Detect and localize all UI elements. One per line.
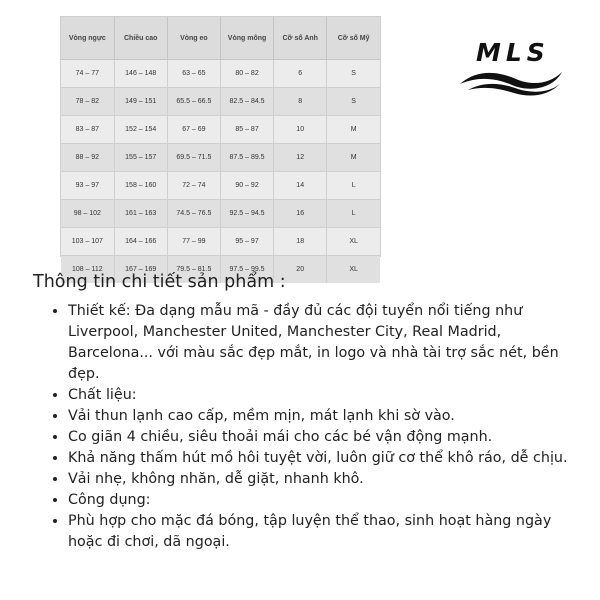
cell-us-size: S [327,60,380,88]
list-item: • Vải thun lạnh cao cấp, mềm mịn, mát lạnh khi sờ vào. [68,406,588,427]
cell-us-size: M [327,116,380,144]
cell-chest: 103 – 107 [61,228,114,256]
cell-us-size: M [327,144,380,172]
cell-us-size: XL [327,256,380,284]
cell-uk-size: 14 [274,172,327,200]
header-height: Chiều cao [114,17,167,60]
cell-us-size: XL [327,228,380,256]
cell-height: 152 – 154 [114,116,167,144]
cell-chest: 74 – 77 [61,60,114,88]
cell-waist: 79.5 – 81.5 [167,256,220,284]
cell-hip: 85 – 87 [220,116,273,144]
table-row [61,172,380,200]
cell-hip: 90 – 92 [220,172,273,200]
cell-waist: 72 – 74 [167,172,220,200]
header-chest: Vòng ngực [61,17,114,60]
cell-height: 161 – 163 [114,200,167,228]
cell-uk-size: 8 [274,88,327,116]
size-chart-table [61,17,380,283]
cell-hip: 97.5 – 99.5 [220,256,273,284]
list-item: • Khả năng thấm hút mồ hôi tuyệt vời, luôn giữ cơ thể khô ráo, dễ chịu. [68,448,588,469]
cell-height: 155 – 157 [114,144,167,172]
cell-hip: 82.5 – 84.5 [220,88,273,116]
cell-hip: 95 – 97 [220,228,273,256]
list-item: • Vải nhẹ, không nhăn, dễ giặt, nhanh khô. [68,469,588,490]
cell-chest: 93 – 97 [61,172,114,200]
product-details-heading: Thông tin chi tiết sản phẩm : [33,272,286,292]
cell-hip: 80 – 82 [220,60,273,88]
cell-waist: 77 – 99 [167,228,220,256]
cell-chest: 83 – 87 [61,116,114,144]
cell-uk-size: 10 [274,116,327,144]
cell-height: 158 – 160 [114,172,167,200]
table-row [61,60,380,88]
cell-us-size: L [327,172,380,200]
cell-chest: 98 – 102 [61,200,114,228]
cell-us-size: L [327,200,380,228]
cell-uk-size: 12 [274,144,327,172]
table-row [61,116,380,144]
list-item: • Thiết kế: Đa dạng mẫu mã - đầy đủ các đội tuyển nổi tiếng như Liverpool, Manchester United, Manchester City, Real Madrid, Barcelona... với màu sắc đẹp mắt, in logo và nhà tài trợ sắc nét, bền đẹp. [68,301,588,385]
cell-chest: 108 – 112 [61,256,114,284]
list-item: • Công dụng: [68,490,588,511]
size-chart-header-row [61,17,380,60]
cell-waist: 69.5 – 71.5 [167,144,220,172]
cell-waist: 67 – 69 [167,116,220,144]
list-item: • Co giãn 4 chiều, siêu thoải mái cho các bé vận động mạnh. [68,427,588,448]
brand-name: MLS [476,38,550,67]
cell-height: 167 – 169 [114,256,167,284]
header-uk-size: Cỡ số Anh [274,17,327,60]
table-row [61,200,380,228]
product-details [33,272,588,553]
cell-waist: 63 – 65 [167,60,220,88]
brand-logo [456,36,566,96]
cell-chest: 78 – 82 [61,88,114,116]
header-us-size: Cỡ số Mỹ [327,17,380,60]
cell-us-size: S [327,88,380,116]
cell-chest: 88 – 92 [61,144,114,172]
table-row [61,88,380,116]
cell-uk-size: 20 [274,256,327,284]
swoosh-icon [456,62,566,96]
cell-height: 164 – 166 [114,228,167,256]
table-row [61,228,380,256]
table-row [61,144,380,172]
cell-uk-size: 6 [274,60,327,88]
size-chart-image [60,16,381,273]
cell-hip: 87.5 – 89.5 [220,144,273,172]
cell-height: 149 – 151 [114,88,167,116]
header-waist: Vòng eo [167,17,220,60]
cell-waist: 65.5 – 66.5 [167,88,220,116]
size-chart-body [61,60,380,284]
cell-height: 146 – 148 [114,60,167,88]
list-item: • Phù hợp cho mặc đá bóng, tập luyện thể thao, sinh hoạt hàng ngày hoặc đi chơi, dã ngoại. [68,511,588,553]
cell-waist: 74.5 – 76.5 [167,200,220,228]
list-item: • Chất liệu: [68,385,588,406]
cell-uk-size: 18 [274,228,327,256]
cell-hip: 92.5 – 94.5 [220,200,273,228]
cell-uk-size: 16 [274,200,327,228]
product-details-list [33,301,588,553]
header-hip: Vòng mông [220,17,273,60]
